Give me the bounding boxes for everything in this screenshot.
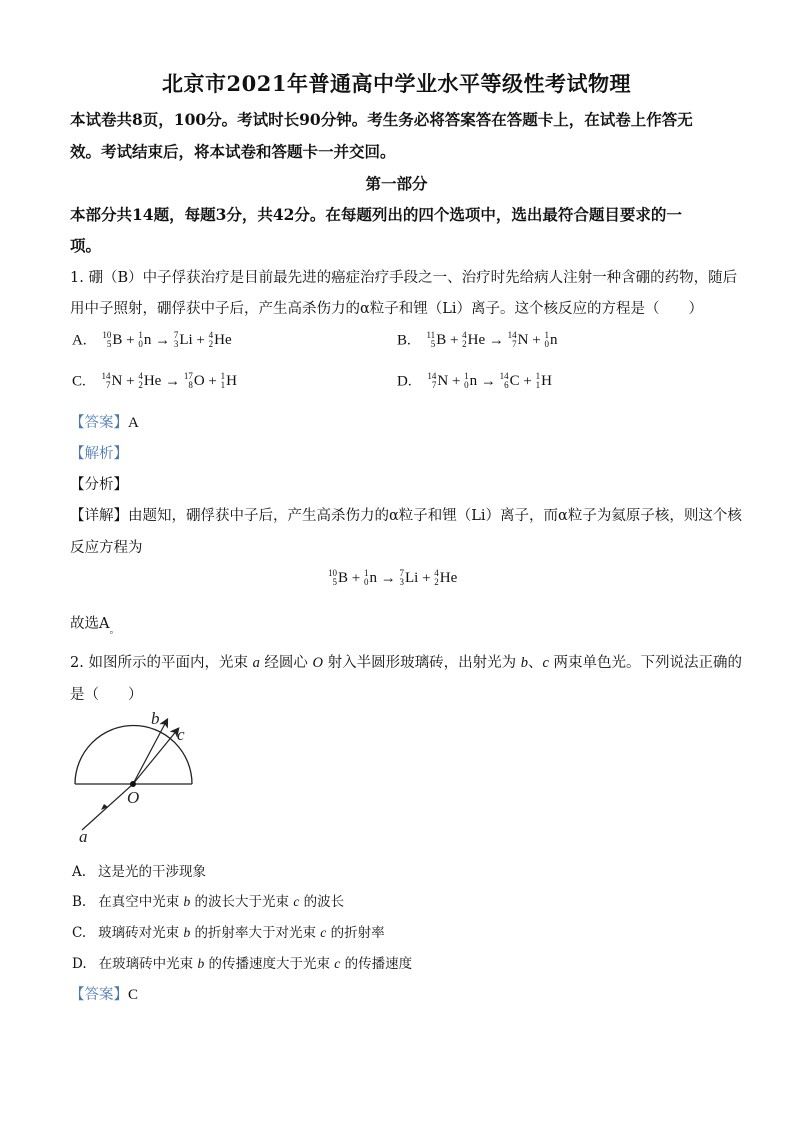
q2-option-c (72, 921, 385, 941)
option-text: 在真空中光束 (98, 894, 184, 910)
option-text: 玻璃砖对光束 (98, 925, 184, 941)
plus-operator: + (418, 570, 435, 587)
nuclide: 14 7 N (101, 371, 123, 390)
instructions-line-1: 本试卷共8页，100分。考试时长90分钟。考生务必将答案答在答题卡上，在试卷上作答无 (70, 110, 693, 129)
instructions-line-2: 效。考试结束后，将本试卷和答题卡一并交回。 (70, 142, 396, 161)
option-label: B. (72, 894, 87, 910)
plus-operator: + (204, 373, 221, 390)
q1-stem-line-2: 用中子照射，硼俘获中子后，产生高杀伤力的α粒子和锂（Li）离子。这个核反应的方程是（ ） (70, 301, 704, 317)
arrow-icon: → (485, 332, 508, 349)
incident-beam-a (82, 784, 133, 830)
nuclide: 17 8 O (183, 371, 205, 390)
option-text: 在玻璃砖中光束 (98, 956, 198, 972)
nuclide: 14 7 N (507, 330, 529, 349)
q2-stem-part: 如图所示的平面内，光束 (88, 655, 253, 671)
nuclide: 10 5 B (102, 330, 123, 349)
plus-operator: + (348, 570, 364, 587)
q2-option-b (72, 890, 344, 910)
q1-option-a (72, 332, 232, 350)
q2-stem-part: 两束单色光。下列说法正确的 (548, 655, 743, 671)
q2-stem-var-b: b (520, 655, 528, 671)
option-text: 的波长大于光束 (190, 894, 294, 910)
answer-value: C (128, 987, 139, 1003)
plus-operator: + (519, 373, 536, 390)
semicircle-outline (75, 726, 192, 784)
label-c: c (177, 725, 185, 744)
page-title: 北京市2021年普通高中学业水平等级性考试物理 (162, 71, 631, 96)
q2-semicircle-glass-figure (60, 705, 240, 850)
q1-analysis-tag: 【解析】 (70, 446, 128, 462)
nuclide: 4 2 He (208, 330, 232, 349)
nuclide: 4 2 He (138, 371, 162, 390)
conclusion-period: 。 (109, 625, 120, 636)
option-label: B. (397, 332, 411, 349)
nuclide: 4 2 He (462, 330, 486, 349)
nuclide: 4 2 He (434, 568, 458, 587)
nuclide: 14 7 N (427, 371, 449, 390)
option-label: A. (72, 332, 87, 349)
option-text: 的折射率大于对光束 (190, 925, 321, 941)
answer-tag: 【答案】 (70, 415, 128, 431)
nuclide: 1 1 H (535, 371, 552, 390)
nuclide: 11 5 B (426, 330, 447, 349)
nuclide: 1 1 H (220, 371, 237, 390)
plus-operator: + (192, 332, 209, 349)
q2-option-d (72, 952, 412, 972)
section-desc-line-1: 本部分共14题，每题3分，共42分。在每题列出的四个选项中，选出最符合题目要求的一 (70, 205, 682, 224)
refracted-beam-c (133, 729, 178, 784)
variable: c (334, 956, 341, 971)
option-label: D. (72, 956, 87, 972)
conclusion-text: 故选A (70, 616, 110, 632)
nuclide: 1 0 n (138, 330, 152, 349)
q1-option-d (397, 373, 552, 391)
nuclide: 7 3 Li (173, 330, 193, 349)
variable: c (293, 894, 300, 909)
plus-operator: + (448, 373, 465, 390)
q1-option-b (397, 332, 557, 350)
q2-stem-line-2: 是（ ） (70, 687, 143, 703)
section-desc-line-2: 项。 (70, 236, 102, 255)
detail-tag: 【详解】 (70, 508, 128, 524)
arrow-icon: → (161, 373, 184, 390)
option-label: A. (72, 864, 87, 880)
arrow-icon: → (151, 332, 174, 349)
plus-operator: + (528, 332, 545, 349)
plus-operator: + (122, 373, 139, 390)
q1-option-c (72, 373, 237, 391)
q2-number: 2. (70, 655, 84, 671)
q2-stem-part: 经圆心 (259, 655, 313, 671)
q2-stem-var-o: O (312, 655, 324, 671)
q2-answer (70, 983, 138, 1004)
nuclide: 1 0 n (544, 330, 558, 349)
option-text: 的传播速度 (340, 956, 413, 972)
nuclide: 7 3 Li (399, 568, 419, 587)
center-point-o (130, 781, 136, 787)
answer-value: A (128, 415, 139, 431)
q1-detail-line-2: 反应方程为 (70, 540, 143, 556)
label-b: b (151, 709, 160, 728)
q1-stem-text-1: 硼（B）中子俘获治疗是目前最先进的癌症治疗手段之一、治疗时先给病人注射一种含硼的药物，随后 (88, 270, 738, 286)
option-label: C. (72, 373, 86, 390)
q2-stem-part: 、 (527, 655, 543, 671)
q2-stem-line-1 (70, 651, 742, 672)
label-a: a (79, 827, 88, 846)
label-o: O (127, 788, 140, 807)
variable: b (183, 894, 191, 909)
nuclide: 10 5 B (328, 568, 349, 587)
nuclide: 1 0 n (363, 568, 377, 587)
option-text: 的折射率 (326, 925, 385, 941)
variable: b (183, 925, 191, 940)
section-title: 第一部分 (365, 174, 428, 193)
q2-option-a (72, 860, 206, 880)
q1-stem-line-1 (70, 266, 737, 287)
option-label: C. (72, 925, 87, 941)
q1-fenxi-tag: 【分析】 (70, 477, 128, 493)
refracted-beam-b (133, 720, 167, 784)
q2-stem-var-a: a (252, 655, 260, 671)
q1-conclusion (70, 612, 120, 636)
answer-tag: 【答案】 (70, 987, 128, 1003)
option-text: 的波长 (299, 894, 345, 910)
detail-text-1: 由题知，硼俘获中子后，产生高杀伤力的α粒子和锂（Li）离子，而α粒子为氦原子核，则这个核 (128, 508, 742, 524)
q1-detail-line-1 (70, 504, 742, 525)
nuclide: 1 0 n (464, 371, 478, 390)
arrow-icon: → (477, 373, 500, 390)
variable: c (320, 925, 327, 940)
plus-operator: + (122, 332, 139, 349)
q2-stem-var-c: c (542, 655, 549, 671)
q2-stem-part: 射入半圆形玻璃砖，出射光为 (323, 655, 521, 671)
arrow-icon: → (376, 570, 400, 587)
q1-detail-equation (328, 570, 457, 588)
option-text: 的传播速度大于光束 (204, 956, 335, 972)
q1-answer (70, 411, 139, 432)
option-text: 这是光的干涉现象 (98, 864, 207, 880)
plus-operator: + (446, 332, 463, 349)
nuclide: 14 6 C (499, 371, 520, 390)
variable: b (197, 956, 205, 971)
q1-number: 1. (70, 270, 84, 286)
option-label: D. (397, 373, 412, 390)
